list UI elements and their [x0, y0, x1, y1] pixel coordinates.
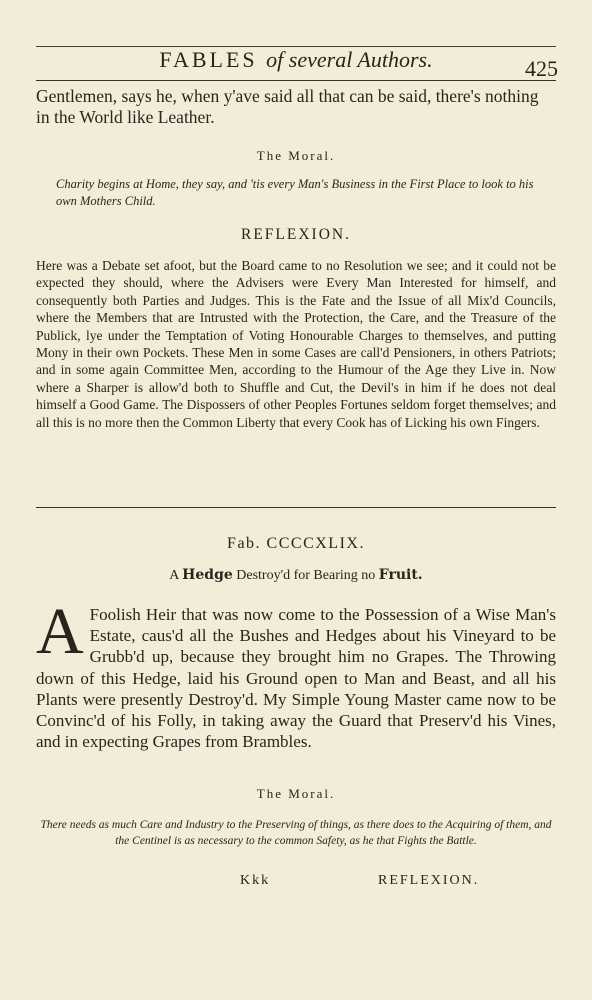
reflexion-heading: REFLEXION. — [241, 226, 351, 243]
header-bottom-rule — [36, 80, 556, 81]
reflexion-text: Here was a Debate set afoot, but the Board came to no Resolution we see; and it could not be expected they should, where the Advisers were Every Man Interested for himself, and consequently both Parties and Judges. This is the Fate and the Issue of all Mix'd Councils, where the Members that are Intrusted with the Protection, the Care, and the Treasure of the Publick, lye under the Temptation of Voting Honourable Charges to themselves, and putting Mony in their own Pockets. These Men in some Cases are call'd Pensioners, in others Patriots; and in some again Committee Men, according to the Humour of the Age they Live in. Now where a Sharper is allow'd both to Shuffle and Cut, the Devil's in him if he does not deal himself a Good Game. The Dispossers of other Peoples Fortunes seldom forget themselves; and all this is no more then the Common Liberty that every Cook has of Licking his own Fingers. — [36, 258, 556, 430]
fable-body — [36, 595, 556, 752]
fable-title: Fab. CCCCXLIX. — [227, 535, 365, 552]
page-number: 425 — [525, 56, 558, 81]
section-divider — [36, 507, 556, 508]
fable-subtitle-blackletter-2: Fruit. — [378, 567, 423, 583]
moral-heading-2: The Moral. — [256, 786, 336, 801]
fable-closing-paragraph: Gentlemen, says he, when y'ave said all that can be said, there's nothing in the World like Leather. — [36, 86, 539, 127]
running-head-italic: of several Authors. — [266, 47, 433, 72]
running-head — [0, 47, 592, 73]
moral-text-1: Charity begins at Home, they say, and 'tis every Man's Business in the First Place to look to his own Mothers Child. — [56, 177, 534, 208]
fable-subtitle-mid: Destroy'd for Bearing no — [236, 568, 376, 583]
fable-subtitle-pre: A — [169, 568, 179, 583]
running-head-title: FABLES — [159, 47, 258, 72]
drop-cap: A — [36, 595, 84, 668]
fable-subtitle-blackletter-1: Hedge — [182, 567, 233, 583]
catchword: REFLEXION. — [378, 873, 480, 888]
fable-subtitle — [0, 567, 592, 584]
signature-mark: Kkk — [240, 873, 271, 888]
moral-text-2: There needs as much Care and Industry to the Preserving of things, as there does to the Acquiring of them, and the Centinel is as necessary to the common Safety, as he that Fights the Battle. — [40, 819, 552, 847]
fable-body-text: Foolish Heir that was now come to the Possession of a Wise Man's Estate, caus'd all the Bushes and Hedges about his Vineyard to be Grubb'd up, because they brought him no Grapes. The Throwing down of this Hedge, laid his Ground open to Man and Beast, and all his Plants were presently Destroy'd. My Simple Young Master came now to be Convinc'd of his Folly, in taking away the Guard that Preserv'd his Vines, and in expecting Grapes from Brambles. — [36, 605, 556, 752]
moral-heading-1: The Moral. — [256, 148, 336, 163]
